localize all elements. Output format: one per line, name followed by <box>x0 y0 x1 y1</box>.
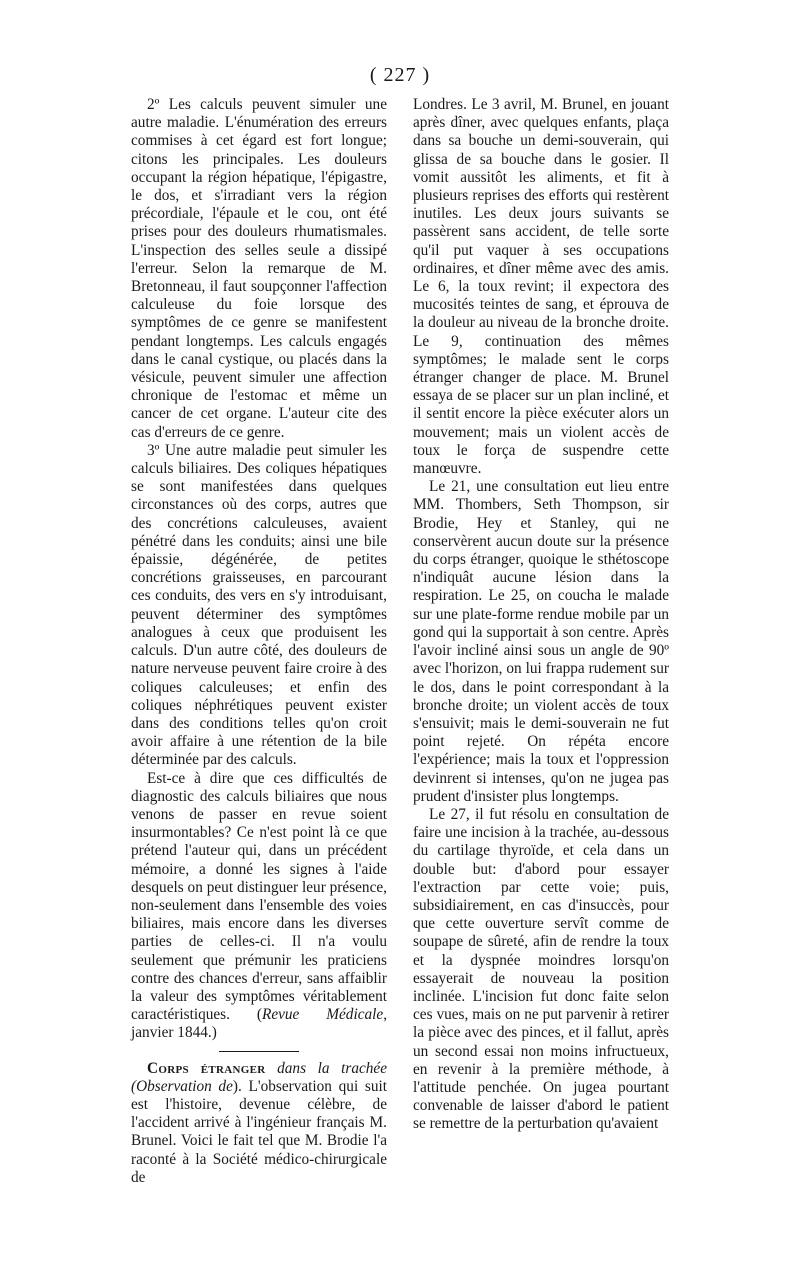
paragraph-corps-etranger-text: ). L'observation qui suit est l'histoire, devenue célèbre, de l'accident arrivé à l'ingénieur français M. Brunel. Voici le fait tel que M. Brodie l'a raconté à la Société médico-chirurgicale de <box>131 1077 387 1186</box>
page-number: ( 227 ) <box>369 64 431 86</box>
paragraph-corps-etranger <box>131 1060 387 1187</box>
paragraph-incision: Le 27, il fut résolu en consultation de faire une incision à la trachée, au-dessous du cartilage thyroïde, et cela dans un double but: d'abord pour essayer l'extraction par cette voie; puis, subsidiairement, en cas d'insuccès, pour que cette ouverture servît comme de soupape de sûreté, afin de rendre la toux et la dyspnée moindres lorsqu'on essayerait de nouveau la position inclinée. L'incision fut donc faite selon ces vues, mais on ne put parvenir à retirer la pièce avec des pinces, et il fallut, après un second essai non moins infructueux, en revenir à la première méthode, à l'attitude penchée. On jugea pourtant convenable de laisser d'abord le patient se remettre de la perturbation qu'avaient <box>413 805 669 1133</box>
paragraph-londres: Londres. Le 3 avril, M. Brunel, en jouant après dîner, avec quelques enfants, plaça dans sa bouche un demi-souverain, qui glissa de sa bouche dans le gosier. Il vomit aussitôt les aliments, et fit à plusieurs reprises des efforts qui restèrent inutiles. Les deux jours suivants se passèrent sans accident, de telle sorte qu'il put vaquer à ses occupations ordinaires, et dîner même avec des amis. Le 6, la toux revint; il expectora des mucosités teintes de sang, et éprouva de la douleur au niveau de la bronche droite. Le 9, continuation des mêmes symptômes; le malade sent le corps étranger changer de place. M. Brunel essaya de se placer sur un plan incliné, et il sentit encore la pièce exécuter alors un mouvement; mais un violent accès de toux le força de suspendre cette manœuvre. <box>413 96 669 478</box>
observation-label: Observation de <box>136 1077 233 1095</box>
right-column <box>413 96 669 1134</box>
paragraph-autre-maladie: 3º Une autre maladie peut simuler les calculs biliaires. Des coliques hépatiques se sont manifestées dans quelques circonstances où des corps, autres que des concrétions calculeuses, avaient pénétré dans les conduits; ainsi une bile épaissie, dégénérée, de petites concrétions graisseuses, en parcourant ces conduits, des vers en s'y introduisant, peuvent déterminer des symptômes analogues à ceux que produisent les calculs. D'un autre côté, des douleurs de nature nerveuse peuvent faire croire à des coliques calculeuses; et enfin des coliques néphrétiques peuvent exister dans des conditions telles qu'on croit avoir affaire à une rétention de la bile déterminée par des calculs. <box>131 441 387 769</box>
paragraph-difficultes-text: Est-ce à dire que ces difficultés de diagnostic des calculs biliaires que nous venons de passer en revue soient insurmontables? Ce n'est point là ce que prétend l'auteur qui, dans un précédent mémoire, a donné les signes à l'aide desquels on peut distinguer leur présence, non-seulement dans l'ensemble des voies biliaires, mais encore dans les diverses parties de celles-ci. Il n'a voulu seulement que prémunir les praticiens contre des chances d'erreur, sans affaiblir la valeur des symptômes véritablement caractéristiques. ( <box>131 769 387 1024</box>
left-column <box>131 96 387 1187</box>
section-heading: Corps étranger <box>147 1059 266 1077</box>
paragraph-calculs-simuler: 2º Les calculs peuvent simuler une autre maladie. L'énumération des erreurs commises à cet égard est fort longue; citons les principales. Les douleurs occupant la région hépatique, l'épigastre, le dos, et s'irradiant vers la région précordiale, l'épaule et le cou, ont été prises pour des douleurs rhumatismales. L'inspection des selles seule a dissipé l'erreur. Selon la remarque de M. Bretonneau, il faut soupçonner l'affection calculeuse du foie lorsque des symptômes de ce genre se manifestent pendant longtemps. Les calculs engagés dans le canal cystique, ou placés dans la vésicule, peuvent simuler une affection chronique de l'estomac et même un cancer de cet organe. L'auteur cite des cas d'erreurs de ce genre. <box>131 96 387 441</box>
paragraph-consultation: Le 21, une consultation eut lieu entre MM. Thombers, Seth Thompson, sir Brodie, Hey et Stanley, qui ne conservèrent aucun doute sur la présence du corps étranger, quoique le sthétoscope n'indiquât aucune lésion dans la respiration. Le 25, on coucha le malade sur une plate-forme rendue mobile par un gond qui la supportait à son centre. Après l'avoir incliné ainsi sous un angle de 90º avec l'horizon, on lui frappa rudement sur le dos, dans le point correspondant à la bronche droite; un violent accès de toux s'ensuivit; mais le demi-souverain ne fut point rejeté. On répéta encore l'expérience; mais la toux et l'oppression devinrent si intenses, qu'on ne jugea pas prudent d'insister plus longtemps. <box>413 478 669 805</box>
section-divider <box>219 1051 299 1052</box>
source-date: , janvier 1844.) <box>131 1006 388 1042</box>
source-citation: Revue Médicale <box>261 1006 384 1024</box>
paragraph-difficultes-diagnostic <box>131 770 387 1043</box>
section-heading-rest: dans la trachée ( <box>131 1059 387 1095</box>
